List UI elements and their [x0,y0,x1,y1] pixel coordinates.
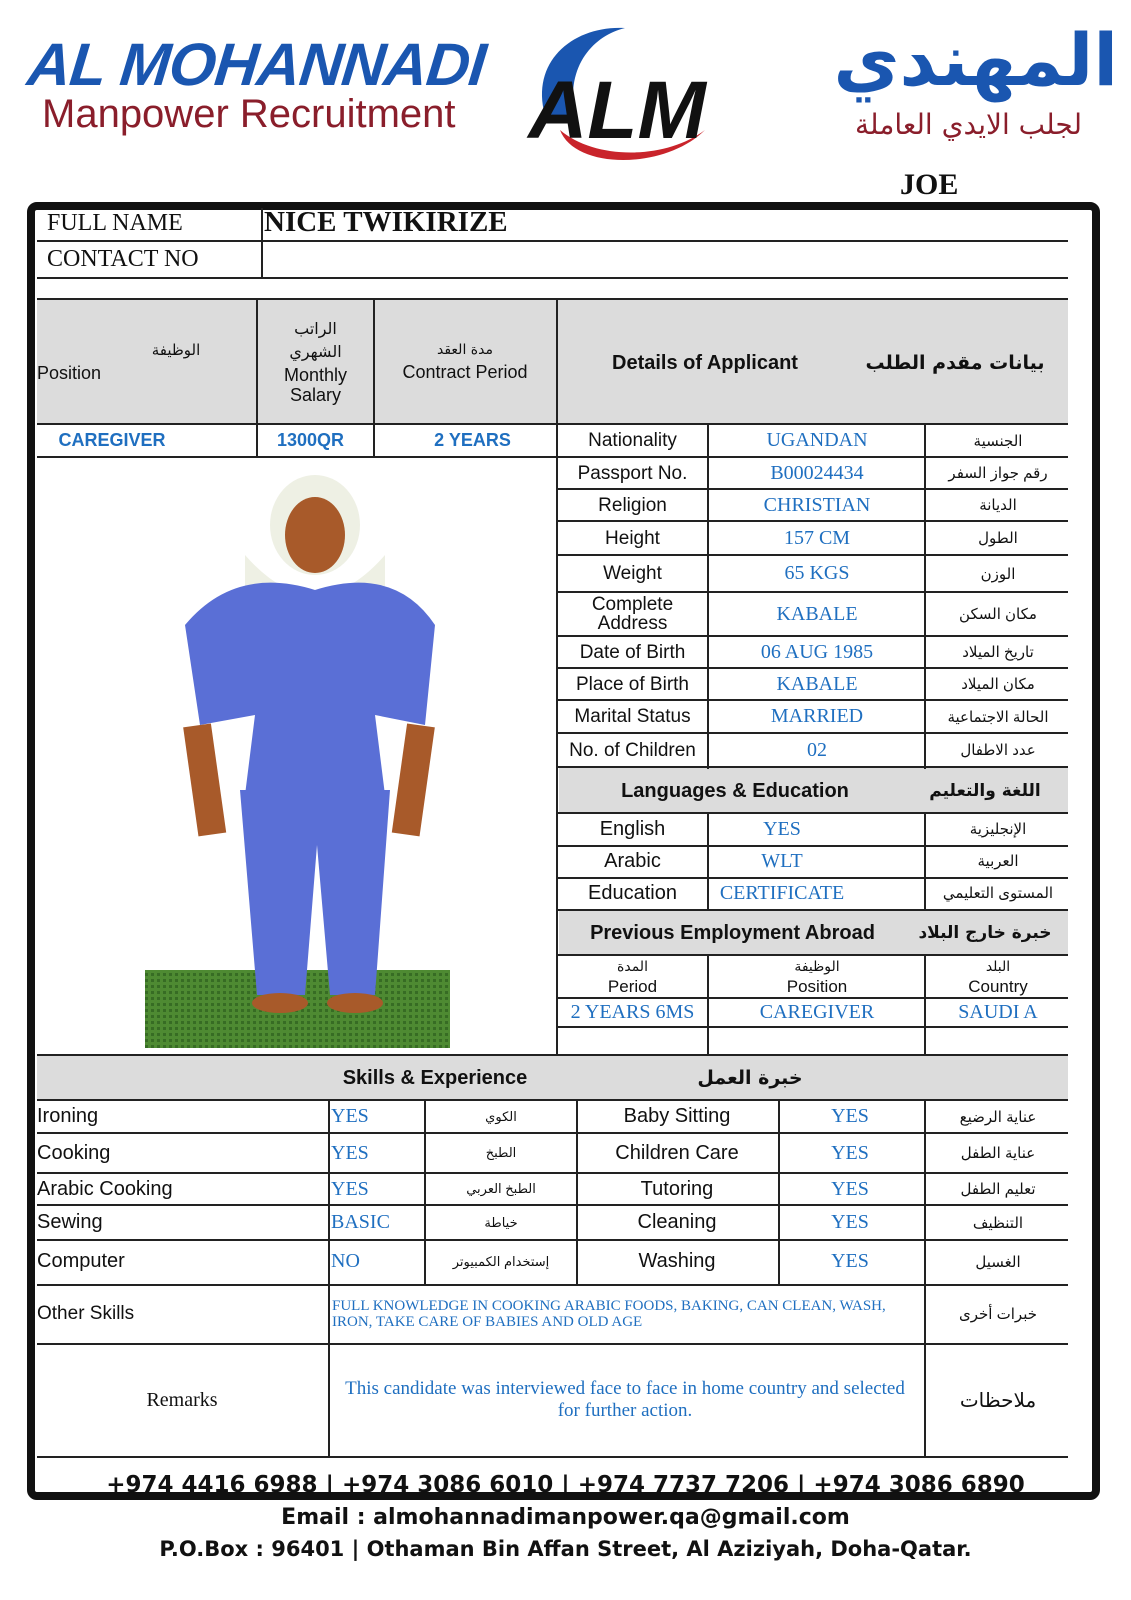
skill-label: Baby Sitting [623,1105,731,1127]
detail-label: Nationality [588,430,677,451]
brand-name: AL MOHANNADI [24,31,489,98]
language-value: CERTIFICATE [719,881,845,904]
divider [778,1099,780,1285]
divider [37,1054,1068,1056]
divider [557,766,1068,768]
employment-position-label: Position [786,977,848,996]
detail-arabic: مكان الميلاد [961,676,1035,693]
employment-position-arabic: الوظيفة [794,959,840,975]
full-name-label: FULL NAME [47,209,183,236]
brand-tagline: Manpower Recruitment [42,92,456,136]
employment-country-arabic: البلد [985,959,1011,975]
language-value: WLT [761,849,803,872]
remarks-arabic: ملاحظات [959,1388,1037,1412]
applicant-photo [145,475,467,1067]
divider [924,954,926,1055]
divider [924,812,926,910]
remarks-label: Remarks [146,1388,218,1411]
detail-label: No. of Children [569,739,696,761]
skill-value: YES [831,1250,869,1272]
divider [557,909,1068,911]
detail-label: Passport No. [577,462,688,484]
footer-phones: +974 4416 6988 | +974 3086 6010 | +974 7737 7206 | +974 3086 6890 [106,1472,1025,1498]
detail-arabic: تاريخ الميلاد [962,644,1034,661]
employment-period-arabic: المدة [617,959,648,975]
position-header-arabic: الوظيفة [151,340,201,359]
salary-header-label: Monthly Salary [283,365,348,405]
divider [707,954,709,1055]
detail-label: Marital Status [574,706,691,727]
detail-arabic: مكان السكن [959,606,1037,623]
detail-value: KABALE [776,602,858,625]
divider [707,423,709,769]
other-skills-value: FULL KNOWLEDGE IN COOKING ARABIC FOODS, BAKING, CAN CLEAN, WASH, IRON, TAKE CARE OF BABIES AND OLD AGE [332,1298,886,1330]
skill-arabic: عناية الطفل [960,1145,1036,1162]
footer-email: Email : almohannadimanpower.qa@gmail.com [281,1505,850,1530]
skill-value: YES [831,1211,869,1233]
skill-label: Computer [37,1250,125,1272]
divider [707,812,709,910]
employment-period-header [560,956,705,998]
language-label: Education [588,881,677,904]
skill-arabic: الطبخ [485,1145,517,1160]
salary-header-arabic-1: الراتب [294,319,337,338]
skill-label: Sewing [37,1211,103,1233]
skill-arabic: إستخدام الكمبيوتر [452,1253,550,1269]
remarks-text: This candidate was interviewed face to face in home country and selected for further action. [345,1378,905,1421]
other-skills-label: Other Skills [37,1303,135,1324]
contract-header-label: Contract Period [402,361,528,382]
divider [37,456,557,458]
detail-label: Weight [603,563,662,584]
detail-arabic: الجنسية [973,432,1023,450]
detail-arabic: رقم جواز السفر [948,465,1048,482]
employment-position-header [712,956,922,998]
divider [924,423,926,769]
detail-value: 65 KGS [784,562,850,584]
detail-value: B00024434 [770,461,864,484]
detail-label: Religion [598,494,667,516]
divider [556,300,558,1055]
salary-value: 1300QR [276,430,345,450]
divider [557,1026,1068,1028]
language-arabic: المستوى التعليمي [942,885,1054,902]
skill-value: YES [331,1177,369,1200]
position-header [37,302,255,422]
detail-arabic: الوزن [980,565,1016,583]
skills-title-text: Skills & Experience [342,1066,528,1089]
footer-address: P.O.Box : 96401 | Othaman Bin Affan Street, Al Aziziyah, Doha-Qatar. [159,1537,972,1561]
detail-value: KABALE [776,672,858,695]
skills-title [300,1056,570,1100]
language-label: English [599,817,666,840]
detail-label: Complete Address [591,594,674,634]
divider [424,1099,426,1285]
languages-title: Languages & Education [621,779,849,802]
contract-header [375,302,555,422]
detail-value: 157 CM [783,526,851,549]
detail-label: Date of Birth [579,641,686,663]
contact-label: CONTACT NO [47,245,199,272]
skill-value: YES [831,1105,869,1127]
salary-header-arabic-2: الشهري [289,342,342,361]
language-value: YES [763,817,801,840]
other-skills-arabic: خبرات أخرى [959,1306,1037,1323]
employment-title-arabic: خبرة خارج البلاد [918,923,1052,943]
employment-country-header [928,956,1068,998]
brand-tagline-arabic: لجلب الايدي العاملة [855,108,1082,141]
contract-value: 2 YEARS [434,430,511,450]
employment-position-value: CAREGIVER [759,1000,875,1023]
details-title-arabic: بيانات مقدم الطلب [865,352,1045,374]
salary-header [258,302,373,422]
detail-arabic: الطول [978,530,1018,547]
skill-value: YES [331,1141,369,1164]
skill-arabic: تعليم الطفل [960,1181,1036,1198]
detail-arabic: الحالة الاجتماعية [947,708,1049,726]
skill-value: YES [831,1177,869,1200]
skill-arabic: الكوي [485,1108,517,1124]
divider [37,277,1068,279]
skill-value: BASIC [331,1211,390,1233]
employment-country-value: SAUDI A [958,1000,1038,1023]
skills-title-arabic: خبرة العمل [697,1067,803,1089]
position-header-label: Position [37,362,102,383]
skill-label: Washing [638,1250,716,1272]
skill-value: NO [331,1250,360,1272]
detail-value: MARRIED [770,705,864,727]
position-value: CAREGIVER [58,430,166,450]
employment-country-label: Country [968,977,1028,996]
skill-value: YES [331,1105,369,1127]
skill-arabic: الغسيل [975,1253,1021,1271]
skill-label: Children Care [615,1141,739,1164]
detail-label: Place of Birth [576,673,689,695]
employment-period-value: 2 YEARS 6MS [570,1000,695,1023]
skill-value: YES [831,1141,869,1164]
divider [37,1456,1068,1458]
skill-label: Ironing [37,1105,99,1127]
language-arabic: الإنجليزية [969,821,1027,838]
divider [328,1284,330,1458]
divider [328,1099,330,1285]
employment-period-label: Period [607,977,658,996]
divider [557,997,1068,999]
contract-header-arabic: مدة العقد [437,341,493,358]
skill-arabic: الطبخ العربي [466,1181,536,1196]
divider [576,1099,578,1285]
skill-label: Arabic Cooking [37,1177,173,1200]
logo-text: ALM [528,65,706,156]
detail-value: UGANDAN [766,429,868,451]
skill-label: Cleaning [637,1211,717,1233]
detail-value: CHRISTIAN [763,493,871,516]
divider [924,1284,926,1458]
skill-label: Tutoring [640,1177,714,1200]
employment-title: Previous Employment Abroad [590,921,875,944]
detail-label: Height [605,527,660,549]
divider [261,208,263,278]
details-title [560,340,850,386]
reference-code: JOE [900,168,959,201]
detail-value: 06 AUG 1985 [760,640,874,663]
skill-arabic: التنظيف [972,1214,1024,1232]
detail-arabic: الديانة [979,497,1017,514]
detail-arabic: عدد الاطفال [960,742,1036,759]
languages-title-arabic: اللغة والتعليم [929,781,1041,801]
alm-logo [505,20,730,180]
skill-label: Cooking [37,1141,111,1164]
details-title-text: Details of Applicant [612,351,798,374]
skill-arabic: عناية الرضيع [959,1108,1037,1126]
language-label: Arabic [604,849,661,872]
skill-arabic: خياطة [484,1214,518,1230]
contact-value [264,242,1064,276]
divider [924,1099,926,1285]
detail-value: 02 [807,738,827,761]
language-arabic: العربية [977,853,1019,870]
divider [37,240,1068,242]
brand-name-arabic: المهندي [833,18,1118,102]
full-name-value: NICE TWIKIRIZE [264,205,508,238]
